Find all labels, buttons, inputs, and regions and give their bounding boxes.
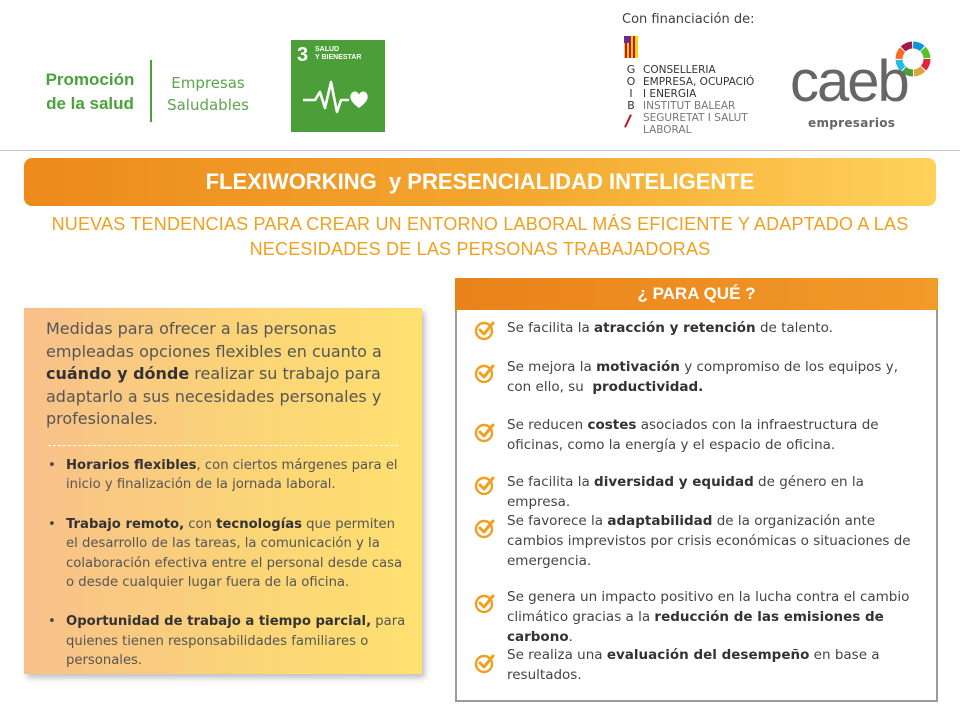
benefit-bold: diversidad y equidad [594,474,754,490]
caeb-subtitle: empresarios [808,116,896,130]
check-circle-icon [473,651,497,675]
subtitle-line2: NECESIDADES DE LAS PERSONAS TRABAJADORAS [249,239,711,259]
item-bold: tecnologías [216,516,302,532]
main-title [24,158,936,206]
item-bold: Horarios flexibles [66,458,197,473]
brand-title-line1: Promoción [45,70,135,89]
goib-letter: O [626,75,636,88]
benefit-talent [507,319,927,339]
benefit-adaptability [507,512,927,571]
definition-card [24,308,422,674]
benefit-text: de género en la empresa. [507,474,864,510]
benefit-bold: adaptabilidad [607,513,713,529]
bullet-dot: • [48,458,56,473]
benefits-heading-text: ¿ PARA QUÉ ? [637,284,756,303]
benefit-costs [507,416,897,456]
benefit-text: de la organización ante cambios imprevistos por crisis económicas o situaciones de emergencia. [507,513,911,569]
benefits-heading [455,278,938,310]
benefit-diversity [507,473,927,513]
goib-letter: I [629,87,633,100]
conselleria-line: I ENERGIA [643,88,697,100]
benefit-bold: evaluación del desempeño [606,647,810,663]
benefit-text: Se reducen [507,417,588,433]
benefit-bold: atracción y retención [594,320,756,336]
sdg-3-badge [291,40,385,132]
conselleria-line: EMPRESA, OCUPACIÓ [643,76,755,88]
benefit-text: Se realiza una [507,647,607,663]
benefit-text: Se genera un impacto positivo en la lucha contra el cambio climático gracias a la [507,589,910,625]
goib-letter: B [627,99,635,112]
measures-list [46,456,408,691]
brand-subtitle [160,72,256,116]
item-text: , con ciertos márgenes para el inicio y finalización de la jornada laboral. [66,458,398,493]
goib-letter: G [626,63,636,76]
brand-divider [150,60,152,122]
benefit-text: en base a resultados. [507,647,880,683]
benefit-text: asociados con la infraestructura de oficinas, como la energía y el espacio de oficina. [507,417,879,453]
conselleria-text [643,64,754,136]
goib-slash [624,114,632,128]
header-divider [0,150,960,151]
sdg-label-line2: Y BIENESTAR [315,54,362,61]
sdg-number: 3 [297,44,309,66]
check-circle-icon [473,473,497,497]
sdg-label-line1: SALUD [315,46,340,53]
check-circle-icon [473,361,497,385]
institut-line: SEGURETAT I SALUT [643,112,748,124]
benefit-motivation [507,358,907,398]
benefit-text: de talento. [755,320,833,336]
brand-title [38,68,142,116]
intro-highlight: cuándo y dónde [46,364,190,383]
check-circle-icon [473,516,497,540]
benefit-bold: costes [587,417,637,433]
brand-subtitle-line1: Empresas [171,74,245,92]
conselleria-line: CONSELLERIA [643,64,716,76]
definition-intro [46,318,406,431]
benefit-text: . [568,628,573,645]
check-circle-icon [473,318,497,342]
institut-line: INSTITUT BALEAR [643,100,736,112]
item-text: con [184,516,217,532]
benefit-text: Se facilita la [507,320,595,336]
dashed-divider [48,445,398,446]
benefit-text: Se mejora la [507,359,597,375]
subtitle-line1: NUEVAS TENDENCIAS PARA CREAR UN ENTORNO LABORAL MÁS EFICIENTE Y ADAPTADO A LAS [51,214,909,234]
check-circle-icon [473,420,497,444]
heartbeat-icon [301,78,375,118]
caeb-logo: caeb [790,49,908,114]
list-item [46,612,408,670]
goib-letters [626,64,636,112]
benefit-bold: motivación [596,359,680,375]
item-bold: Trabajo remoto, [66,516,185,532]
institut-line: LABORAL [643,124,692,136]
main-title-text: FLEXIWORKING y PRESENCIALIDAD INTELIGENTE [205,169,755,194]
benefit-bold: productividad. [592,378,704,395]
intro-text: realizar su trabajo para adaptarlo a sus necesidades personales y profesionales. [46,364,382,428]
list-item [46,456,408,495]
brand-title-line2: de la salud [46,94,134,113]
intro-text: Medidas para ofrecer a las personas empleadas opciones flexibles en cuanto a [46,319,382,361]
list-item [46,515,408,593]
brand-subtitle-line2: Saludables [167,96,249,114]
bullet-dot: • [48,614,56,630]
bullet-dot: • [48,516,56,532]
sdg-label [315,46,381,62]
subtitle [24,212,936,262]
benefit-climate [507,588,927,647]
item-text: que permiten el desarrollo de las tareas, la comunicación y la colaboración efectiva entre el personal desde casa o desde cualquier lugar fuera de la oficina. [66,516,403,591]
benefit-evaluation [507,646,887,686]
check-circle-icon [473,591,497,615]
item-bold: Oportunidad de trabajo a tiempo parcial, [66,614,372,630]
benefit-text: Se favorece la [507,513,608,529]
item-text: para quienes tienen responsabilidades familiares o personales. [66,614,406,669]
goib-flag-icon [624,36,638,58]
benefit-text: y compromiso de los equipos y, con ello, su [507,359,903,395]
benefit-text: Se facilita la [507,474,595,490]
funding-label: Con financiación de: [622,12,755,27]
benefit-bold: reducción de las emisiones de carbono [507,608,884,645]
